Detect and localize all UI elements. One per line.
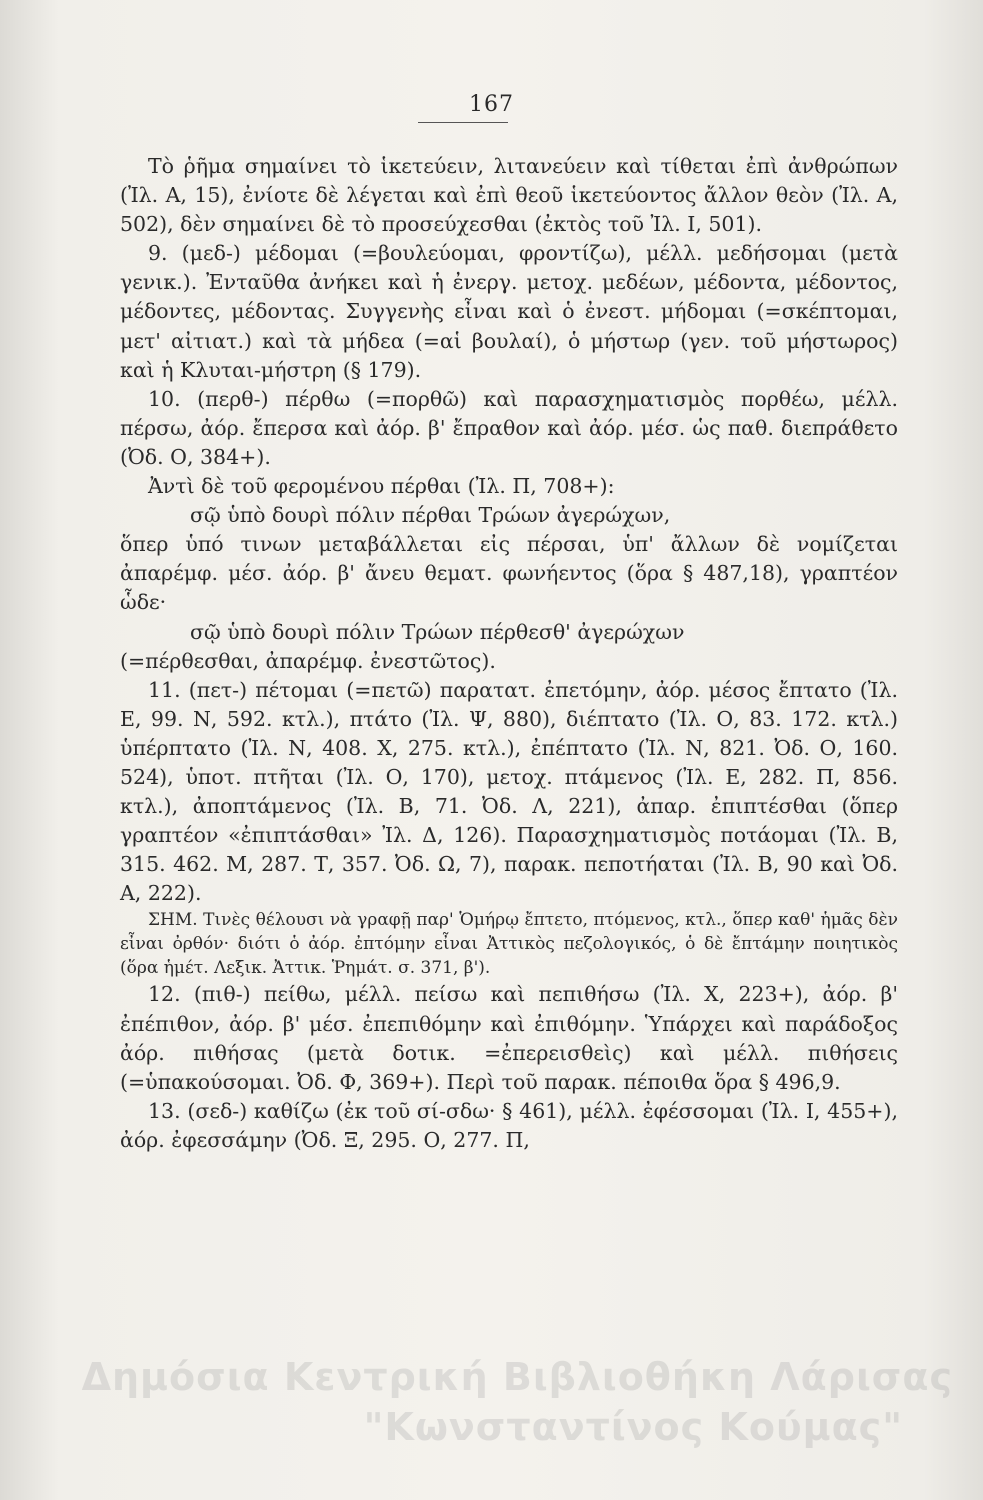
library-watermark-line1: Δημόσια Κεντρική Βιβλιοθήκη Λάρισας	[81, 1355, 953, 1399]
paragraph: Ἀντὶ δὲ τοῦ φερομένου πέρθαι (Ἰλ. Π, 708+):	[148, 474, 615, 499]
paragraph: Τὸ ῥῆμα σημαίνει τὸ ἱκετεύειν, λιτανεύειν καὶ τίθεται ἐπὶ ἀνθρώπων (Ἰλ. Α, 15), ἐνίοτε δὲ λέγεται καὶ ἐπὶ θεοῦ ἱκετεύοντος ἄλλον θεὸν (Ἰλ. Α, 502), δὲν σημαίνει δὲ τὸ προσεύχεσθαι (ἐκτὸς τοῦ Ἰλ. Ι, 501).	[120, 154, 898, 237]
paragraph: 13. (σεδ-) καθίζω (ἐκ τοῦ σί-σδω· § 461), μέλλ. ἐφέσσομαι (Ἰλ. Ι, 455+), ἀόρ. ἐφεσσάμην (Ὀδ. Ξ, 295. Ο, 277. Π,	[120, 1098, 898, 1152]
note-paragraph: ΣΗΜ. Τινὲς θέλουσι νὰ γραφῇ παρ' Ὁμήρῳ ἔπτετο, πτόμενος, κτλ., ὅπερ καθ' ἡμᾶς δὲν εἶναι ὀρθόν· διότι ὁ ἀόρ. ἐπτόμην εἶναι Ἀττικὸς πεζολογικός, ὁ δὲ ἔπτάμην ποιητικὸς (ὅρα ἡμέτ. Λεξικ. Ἀττικ. Ῥημάτ. σ. 371, β').	[120, 910, 898, 979]
paragraph: (=πέρθεσθαι, ἀπαρέμφ. ἐνεστῶτος).	[120, 648, 496, 673]
paragraph: 10. (περθ-) πέρθω (=πορθῶ) καὶ παρασχηματισμὸς πορθέω, μέλλ. πέρσω, ἀόρ. ἔπερσα καὶ ἀόρ. β' ἔπραθον καὶ ἀόρ. μέσ. ὡς παθ. διεπράθετο (Ὀδ. Ο, 384+).	[120, 386, 898, 469]
body-text	[120, 152, 898, 1155]
page-number-underline	[418, 122, 508, 123]
verse-quote: σῷ ὑπὸ δουρὶ πόλιν Τρώων πέρθεσθ' ἀγερώχων	[190, 619, 685, 644]
paragraph: 9. (μεδ-) μέδομαι (=βουλεύομαι, φροντίζω), μέλλ. μεδήσομαι (μετὰ γενικ.). Ἐνταῦθα ἀνήκει καὶ ἡ ἐνεργ. μετοχ. μεδέων, μέδοντα, μέδοντος, μέδοντες, μέδοντας. Συγγενὴς εἶναι καὶ ὁ ἐνεστ. μήδομαι (=σκέπτομαι, μετ' αἰτιατ.) καὶ τὰ μήδεα (=αἱ βουλαί), ὁ μήστωρ (γεν. τοῦ μήστωρος) καὶ ἡ Κλυται-μήστρη (§ 179).	[120, 241, 898, 382]
verse-quote: σῷ ὑπὸ δουρὶ πόλιν πέρθαι Τρώων ἀγερώχων,	[190, 503, 671, 528]
paragraph: 11. (πετ-) πέτομαι (=πετῶ) παρατατ. ἐπετόμην, ἀόρ. μέσος ἔπτατο (Ἰλ. Ε, 99. Ν, 592. κτλ.), πτάτο (Ἰλ. Ψ, 880), διέπτατο (Ἰλ. Ο, 83. 172. κτλ.) ὑπέρπτατο (Ἰλ. Ν, 408. Χ, 275. κτλ.), ἐπέπτατο (Ἰλ. Ν, 821. Ὀδ. Ο, 160. 524), ὑποτ. πτῆται (Ἰλ. Ο, 170), μετοχ. πτάμενος (Ἰλ. Ε, 282. Π, 856. κτλ.), ἀποπτάμενος (Ἰλ. Β, 71. Ὀδ. Λ, 221), ἀπαρ. ἐπιπτέσθαι (ὅπερ γραπτέον «ἐπιπτάσθαι» Ἰλ. Δ, 126). Παρασχηματισμὸς ποτάομαι (Ἰλ. Β, 315. 462. Μ, 287. Τ, 357. Ὀδ. Ω, 7), παρακ. πεποτήαται (Ἰλ. Β, 90 καὶ Ὀδ. Α, 222).	[120, 677, 898, 906]
paragraph: ὅπερ ὑπό τινων μεταβάλλεται εἰς πέρσαι, ὑπ' ἄλλων δὲ νομίζεται ἀπαρέμφ. μέσ. ἀόρ. β' ἄνευ θεματ. φωνήεντος (ὅρα § 487,18), γραπτέον ὧδε·	[120, 532, 898, 615]
paragraph: 12. (πιθ-) πείθω, μέλλ. πείσω καὶ πεπιθήσω (Ἰλ. Χ, 223+), ἀόρ. β' ἐπέπιθον, ἀόρ. β' μέσ. ἐπεπιθόμην καὶ ἐπιθόμην. Ὑπάρχει καὶ παράδοξος ἀόρ. πιθήσας (μετὰ δοτικ. =ἐπερεισθεὶς) καὶ μέλλ. πιθήσεις (=ὑπακούσομαι. Ὀδ. Φ, 369+). Περὶ τοῦ παρακ. πέποιθα ὅρα § 496,9.	[120, 982, 898, 1094]
library-watermark-line2: "Κωνσταντίνος Κούμας"	[363, 1405, 903, 1449]
page-number: 167	[469, 92, 514, 117]
